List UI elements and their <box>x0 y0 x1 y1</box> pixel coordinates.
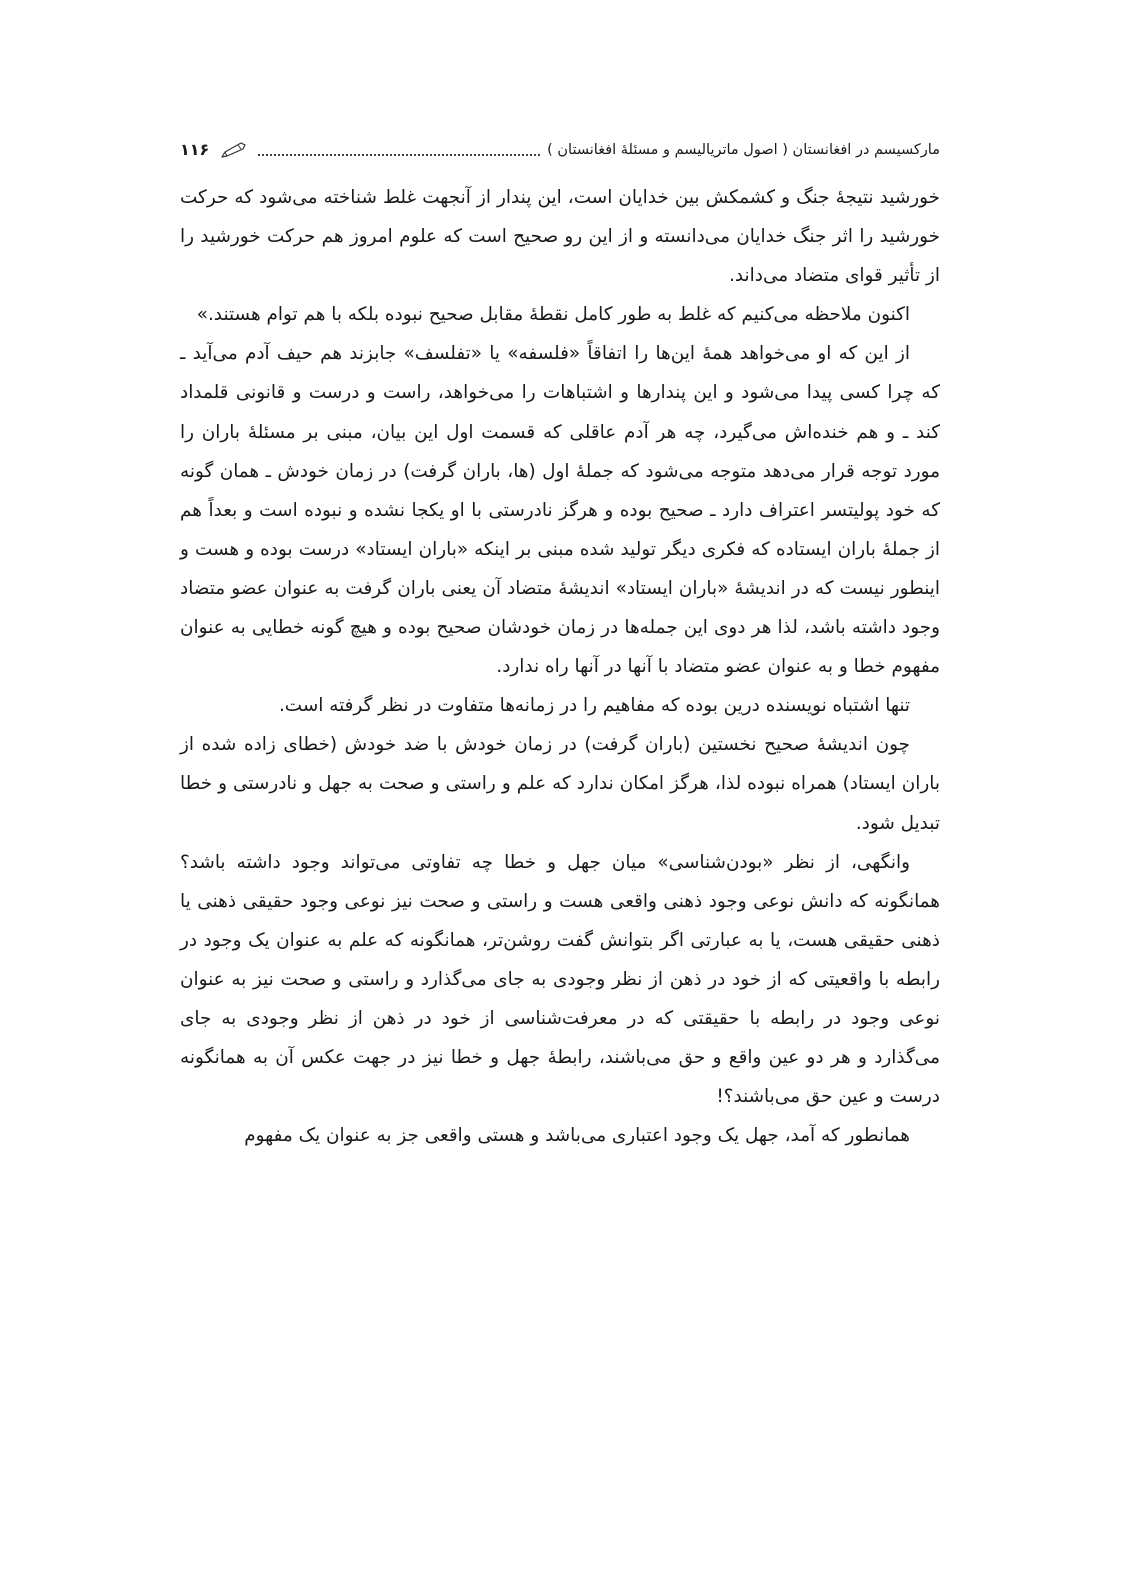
header-title: مارکسیسم در افغانستان ( اصول ماتریالیسم و مسئلهٔ افغانستان ) <box>547 142 940 158</box>
paragraph: خورشید نتیجهٔ جنگ و کشمکش بین خدایان است، این پندار از آنجهت غلط شناخته می‌شود که حرکت خورشید را اثر جنگ خدایان می‌دانسته و از این رو صحیح است که علوم امروز هم حرکت خورشید را از تأثیر قوای متضاد می‌داند. <box>180 187 940 287</box>
paragraph: وانگهی، از نظر «بودن‌شناسی» میان جهل و خطا چه تفاوتی می‌تواند وجود داشته باشد؟ همانگونه که دانش نوعی وجود ذهنی واقعی هست و راستی و صحت نیز نوعی وجود حقیقی ذهنی یا ذهنی حقیقی هست، یا به عبارتی اگر بتوانش گفت روشن‌تر، همانگونه که علم به عنوان یک وجود در رابطه با واقعیتی که از خود در ذهن از نظر وجودی به جای می‌گذارد و راستی و صحت نیز به عنوان نوعی وجود در رابطه با حقیقتی که در معرفت‌شناسی از خود در ذهن از نظر وجودی به جای می‌گذارد و هر دو عین واقع و حق می‌باشند، رابطهٔ جهل و خطا نیز در جهت عکس آن به همانگونه درست و عین حق می‌باشند؟! <box>180 851 940 1108</box>
pencil-icon <box>220 141 248 159</box>
body-text <box>180 178 940 1155</box>
paragraph: از این که او می‌خواهد همهٔ این‌ها را اتفاقاً «فلسفه» یا «تفلسف» جابزند هم حیف آدم می‌آید ـ که چرا کسی پیدا می‌شود و این پندارها و اشتباهات را می‌خواهد، راست و درست و قانونی قلمداد کند ـ و هم خنده‌اش می‌گیرد، چه هر آدم عاقلی که قسمت اول این بیان، مبنی بر مسئلهٔ باران را مورد توجه قرار می‌دهد متوجه می‌شود که جملهٔ اول (ها، باران گرفت) در زمان خودش ـ همان گونه که خود پولیتسر اعتراف دارد ـ صحیح بوده و هرگز نادرستی با او یکجا نشده و نبوده است و بعداً هم از جملهٔ باران ایستاده که فکری دیگر تولید شده مبنی بر اینکه «باران ایستاد» درست بوده و هست و اینطور نیست که در اندیشهٔ «باران ایستاد» اندیشهٔ متضاد آن یعنی باران گرفت به عنوان عضو متضاد وجود داشته باشد، لذا هر دوی این جمله‌ها در زمان خودشان صحیح بوده و هیچ گونه خطایی به عنوان مفهوم خطا و به عنوان عضو متضاد با آنها در آنها راه ندارد. <box>180 343 940 678</box>
paragraph: اکنون ملاحظه می‌کنیم که غلط به طور کامل نقطهٔ مقابل صحیح نبوده بلکه با هم توام هستند.» <box>196 304 910 326</box>
header-dotted-leader <box>258 154 540 156</box>
page-number: ۱۱۶ <box>180 140 210 159</box>
paragraph: تنها اشتباه نویسنده درین بوده که مفاهیم را در زمانه‌ها متفاوت در نظر گرفته است. <box>278 695 910 717</box>
paragraph: چون اندیشهٔ صحیح نخستین (باران گرفت) در زمان خودش با ضد خودش (خطای زاده شده از باران ایستاد) همراه نبوده لذا، هرگز امکان ندارد که علم و راستی و صحت به جهل و نادرستی و خطا تبدیل شود. <box>180 734 940 834</box>
running-header <box>180 140 940 170</box>
paragraph: همانطور که آمد، جهل یک وجود اعتباری می‌باشد و هستی واقعی جز به عنوان یک مفهوم <box>244 1125 910 1147</box>
